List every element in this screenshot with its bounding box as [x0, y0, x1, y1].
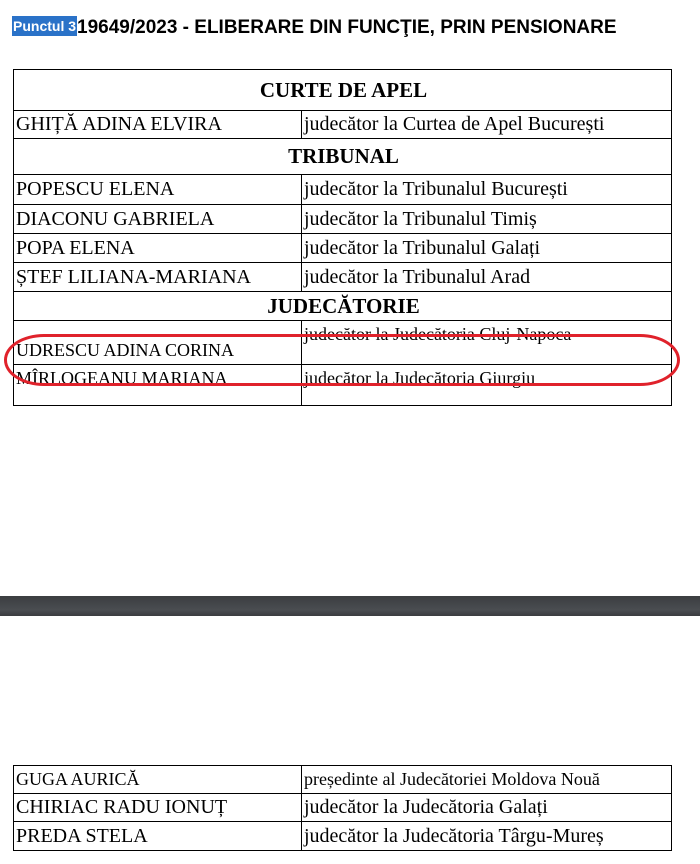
- page-separator: [0, 596, 700, 616]
- section-header: CURTE DE APEL: [14, 70, 672, 111]
- judge-name: MÎRLOGEANU MARIANA: [14, 365, 302, 406]
- judge-role: președinte al Judecătoriei Moldova Nouă: [302, 766, 672, 794]
- judge-name: DIACONU GABRIELA: [14, 205, 302, 234]
- judge-role: judecător la Tribunalul Arad: [302, 263, 672, 292]
- judge-name: POPA ELENA: [14, 234, 302, 263]
- judge-role: judecător la Tribunalul Galați: [302, 234, 672, 263]
- judge-name: GHIȚĂ ADINA ELVIRA: [14, 111, 302, 139]
- page-heading: [12, 14, 617, 40]
- judge-name: CHIRIAC RADU IONUȚ: [14, 794, 302, 822]
- judge-name: PREDA STELA: [14, 822, 302, 851]
- judge-name: UDRESCU ADINA CORINA: [14, 321, 302, 365]
- section-header: JUDECĂTORIE: [14, 292, 672, 321]
- judge-role: judecător la Tribunalul Timiș: [302, 205, 672, 234]
- judge-role: judecător la Judecătoria Târgu-Mureș: [302, 822, 672, 851]
- judge-name: GUGA AURICĂ: [14, 766, 302, 794]
- judge-role: judecător la Curtea de Apel București: [302, 111, 672, 139]
- upper-table: [13, 69, 672, 406]
- judge-name: ȘTEF LILIANA-MARIANA: [14, 263, 302, 292]
- judge-role: judecător la Judecătoria Cluj-Napoca: [302, 321, 672, 365]
- section-header: TRIBUNAL: [14, 139, 672, 175]
- heading-text: 19649/2023 - ELIBERARE DIN FUNCŢIE, PRIN PENSIONARE: [77, 17, 617, 38]
- judge-role: judecător la Tribunalul București: [302, 175, 672, 205]
- lower-table: [13, 765, 672, 851]
- judge-role: judecător la Judecătoria Galați: [302, 794, 672, 822]
- judge-role: judecător la Judecătoria Giurgiu: [302, 365, 672, 406]
- heading-highlight: Punctul 3: [13, 18, 77, 34]
- judge-name: POPESCU ELENA: [14, 175, 302, 205]
